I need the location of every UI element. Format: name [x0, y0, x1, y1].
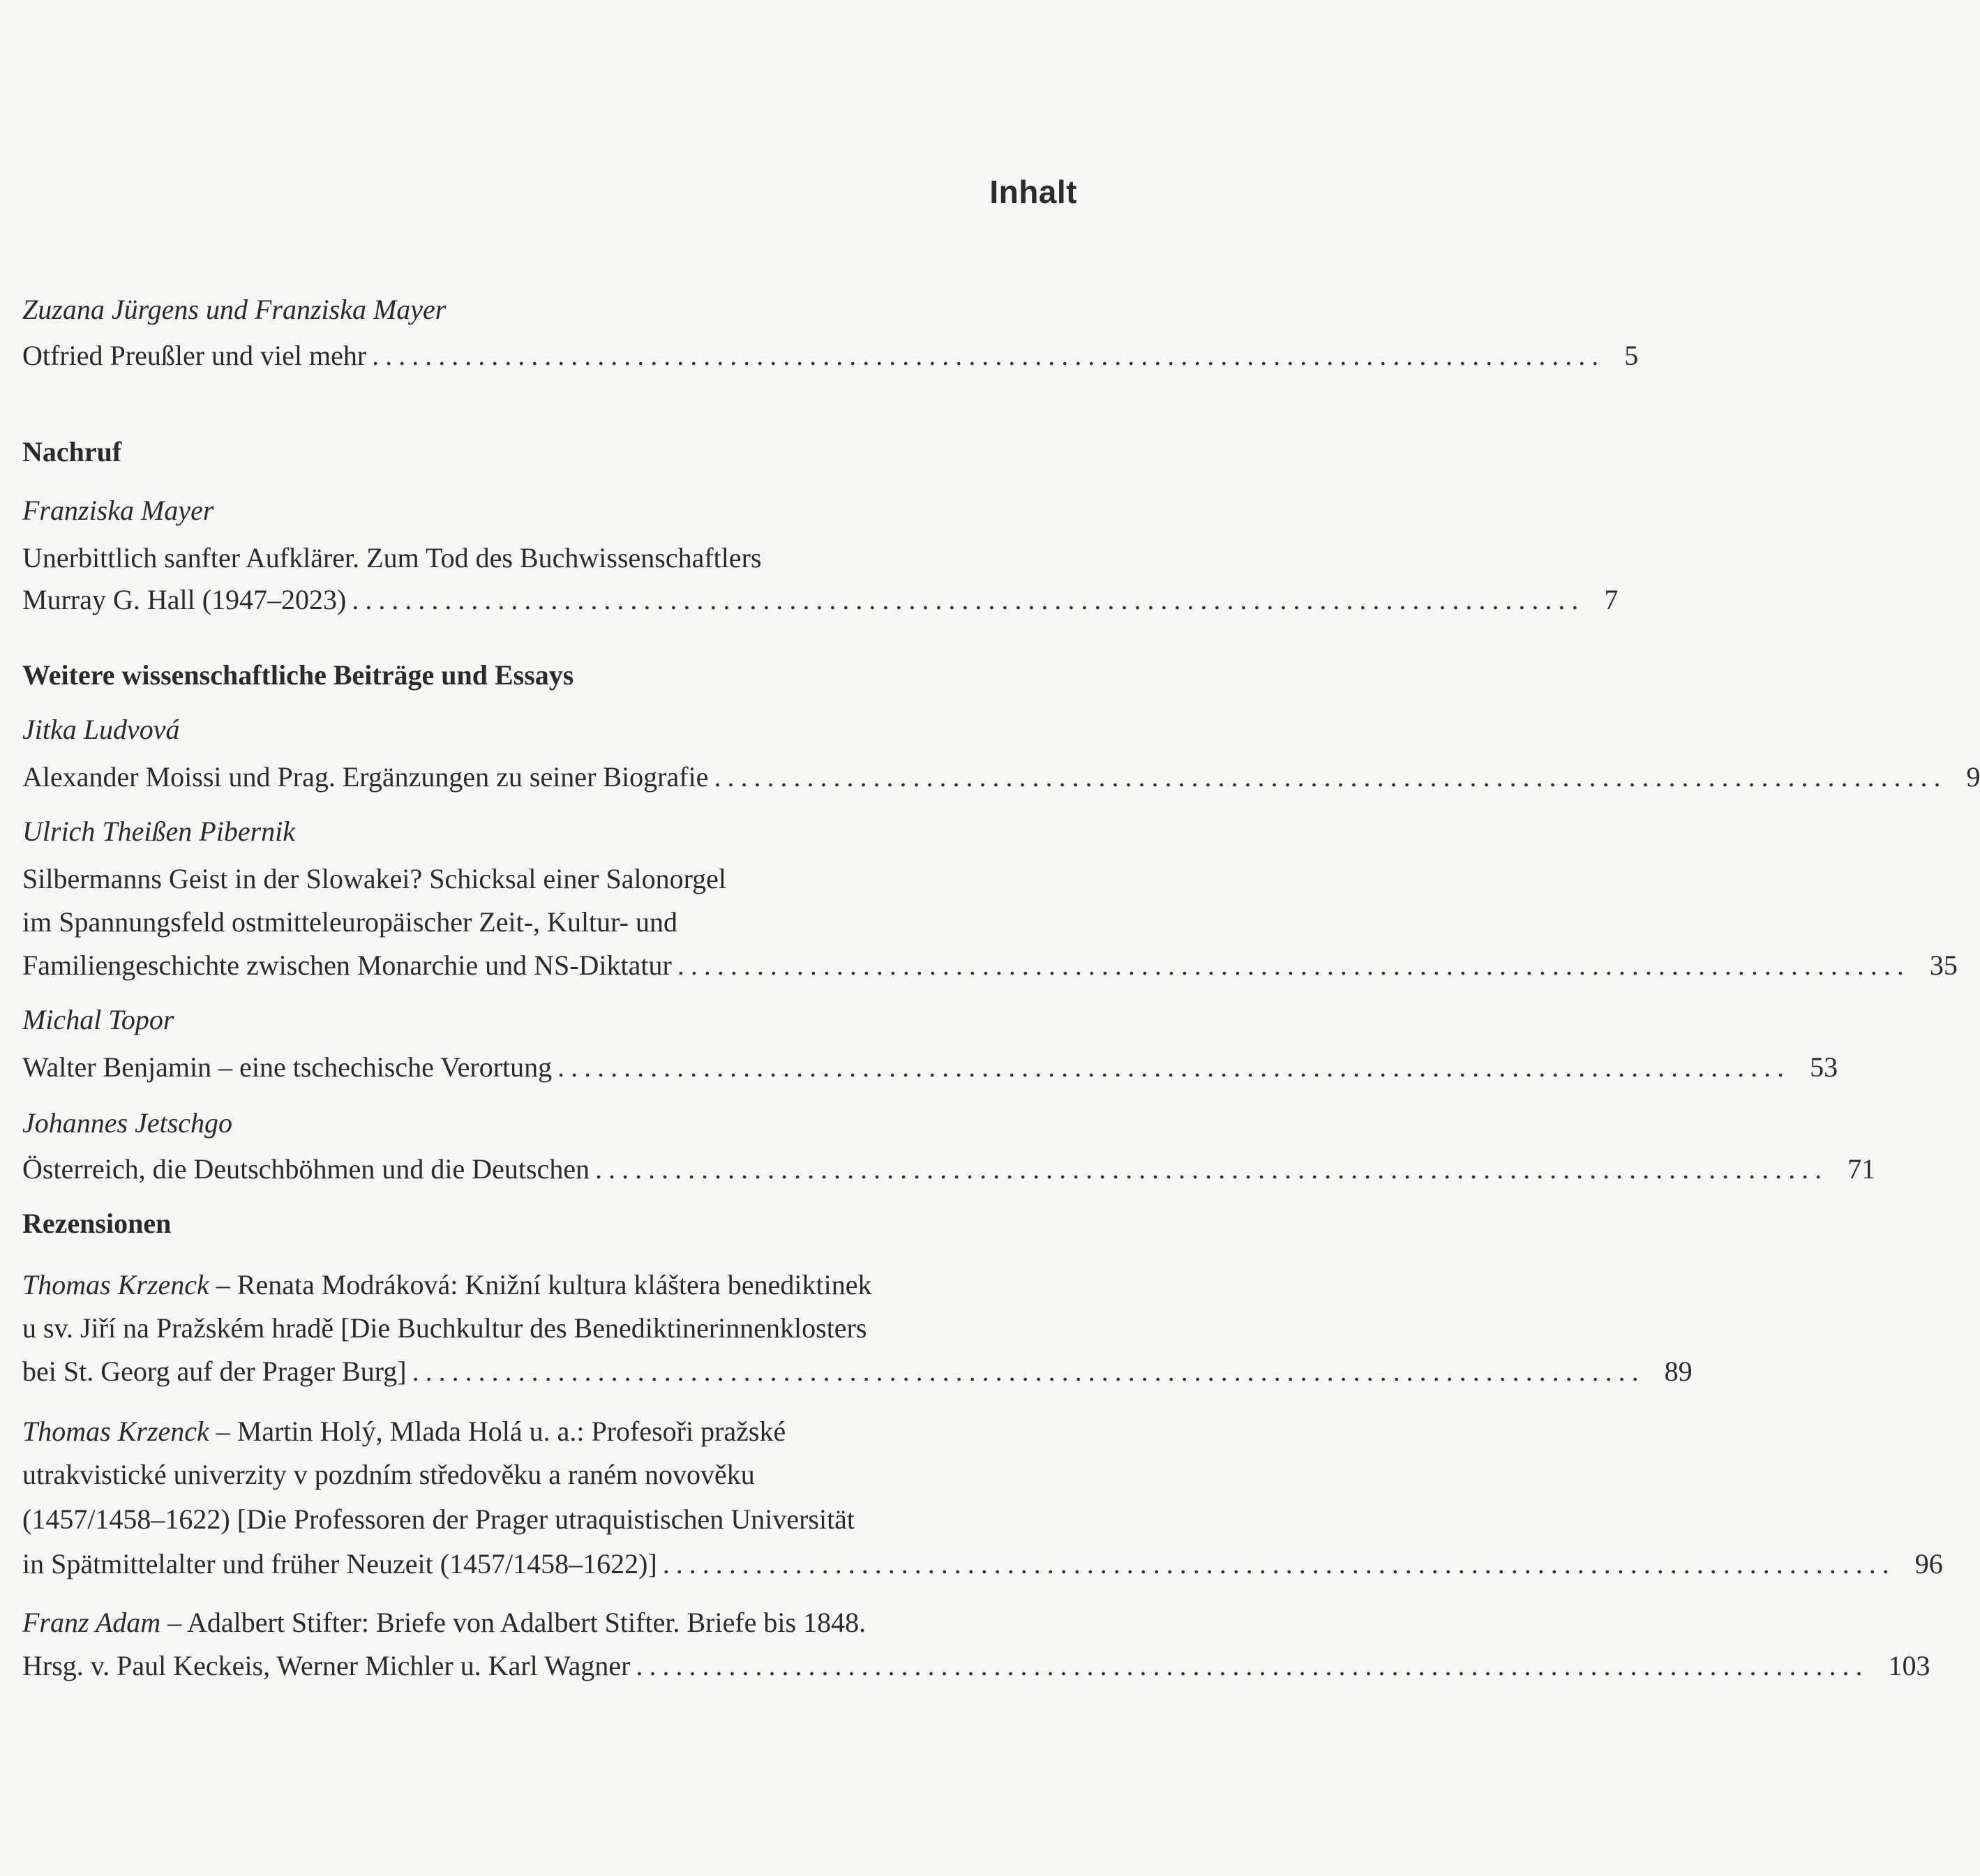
section-heading-nachruf: Nachruf: [22, 436, 122, 467]
toc-entry-oesterreich[interactable]: [22, 1151, 1876, 1187]
toc-entry-silbermann[interactable]: [22, 947, 1958, 984]
entry-author: Franziska Mayer: [22, 495, 214, 526]
entry-title: Walter Benjamin – eine tschechische Verortung: [22, 1051, 553, 1083]
review-line: [22, 1605, 866, 1641]
review-title: – Martin Holý, Mlada Holá u. a.: Profesoři pražské: [209, 1416, 786, 1447]
page-number: 103: [1888, 1650, 1930, 1681]
review-author: Thomas Krzenck: [22, 1269, 209, 1300]
review-author: Thomas Krzenck: [22, 1416, 209, 1447]
page-number: 9: [1966, 761, 1980, 793]
toc-entry-benjamin[interactable]: [22, 1049, 1838, 1086]
leader-dots: .............................................................................................: [595, 1153, 1829, 1185]
page-number: 89: [1664, 1356, 1693, 1387]
leader-dots: .............................................................................................: [412, 1356, 1645, 1387]
entry-title-line: u sv. Jiří na Pražském hradě [Die Buchkultur des Benediktinerinnenklosters: [22, 1312, 867, 1344]
leader-dots: .............................................................................................: [352, 584, 1585, 615]
page-number: 35: [1929, 950, 1958, 981]
toc-entry-moissi[interactable]: [22, 759, 1980, 795]
entry-title-line: Unerbittlich sanfter Aufklärer. Zum Tod des Buchwissenschaftlers: [22, 542, 762, 573]
toc-entry-preussler[interactable]: [22, 338, 1639, 374]
leader-dots: .............................................................................................: [636, 1650, 1869, 1681]
entry-title-line: (1457/1458–1622) [Die Professoren der Prager utraquistischen Universität: [22, 1503, 855, 1535]
page-number: 5: [1624, 340, 1639, 371]
entry-title: Familiengeschichte zwischen Monarchie und NS-Diktatur: [22, 950, 672, 981]
toc-entry-review-modrakova[interactable]: [22, 1353, 1693, 1390]
toc-entry-review-holy[interactable]: [22, 1546, 1943, 1582]
leader-dots: .............................................................................................: [714, 761, 1947, 793]
leader-dots: .............................................................................................: [662, 1548, 1896, 1579]
page-number: 96: [1914, 1548, 1943, 1579]
toc-entry-hall[interactable]: [22, 582, 1619, 618]
entry-author: Ulrich Theißen Pibernik: [22, 816, 296, 847]
entry-title-line: im Spannungsfeld ostmitteleuropäischer Zeit-, Kultur- und: [22, 906, 678, 938]
page-number: 53: [1810, 1051, 1838, 1083]
review-title: – Adalbert Stifter: Briefe von Adalbert Stifter. Briefe bis 1848.: [160, 1607, 867, 1638]
toc-entry-review-stifter[interactable]: [22, 1648, 1930, 1684]
entry-title-line: Silbermanns Geist in der Slowakei? Schicksal einer Salonorgel: [22, 863, 727, 894]
entry-title: Österreich, die Deutschböhmen und die Deutschen: [22, 1153, 590, 1185]
entry-author: Jitka Ludvová: [22, 714, 180, 745]
section-heading-rezensionen: Rezensionen: [22, 1208, 172, 1239]
entry-author: Zuzana Jürgens und Franziska Mayer: [22, 294, 447, 325]
leader-dots: .............................................................................................: [372, 340, 1605, 371]
leader-dots: .............................................................................................: [557, 1051, 1791, 1083]
entry-title: Hrsg. v. Paul Keckeis, Werner Michler u. Karl Wagner: [22, 1650, 631, 1681]
entry-title: Alexander Moissi und Prag. Ergänzungen zu seiner Biografie: [22, 761, 709, 793]
page-title: Inhalt: [989, 174, 1077, 210]
entry-title-line: utrakvistické univerzity v pozdním středověku a raném novověku: [22, 1459, 755, 1490]
entry-title: bei St. Georg auf der Prager Burg]: [22, 1356, 407, 1387]
leader-dots: .............................................................................................: [677, 950, 1910, 981]
section-heading-weitere: Weitere wissenschaftliche Beiträge und Essays: [22, 659, 574, 691]
review-title: – Renata Modráková: Knižní kultura kláštera benediktinek: [209, 1269, 872, 1300]
entry-title: Otfried Preußler und viel mehr: [22, 340, 367, 371]
page-number: 7: [1604, 584, 1619, 615]
review-line: [22, 1267, 872, 1303]
page-number: 71: [1847, 1153, 1876, 1185]
entry-author: Michal Topor: [22, 1004, 174, 1035]
entry-author: Johannes Jetschgo: [22, 1107, 233, 1139]
review-line: [22, 1413, 786, 1450]
entry-title: Murray G. Hall (1947–2023): [22, 584, 347, 615]
review-author: Franz Adam: [22, 1607, 161, 1638]
entry-title: in Spätmittelalter und früher Neuzeit (1457/1458–1622)]: [22, 1548, 657, 1579]
